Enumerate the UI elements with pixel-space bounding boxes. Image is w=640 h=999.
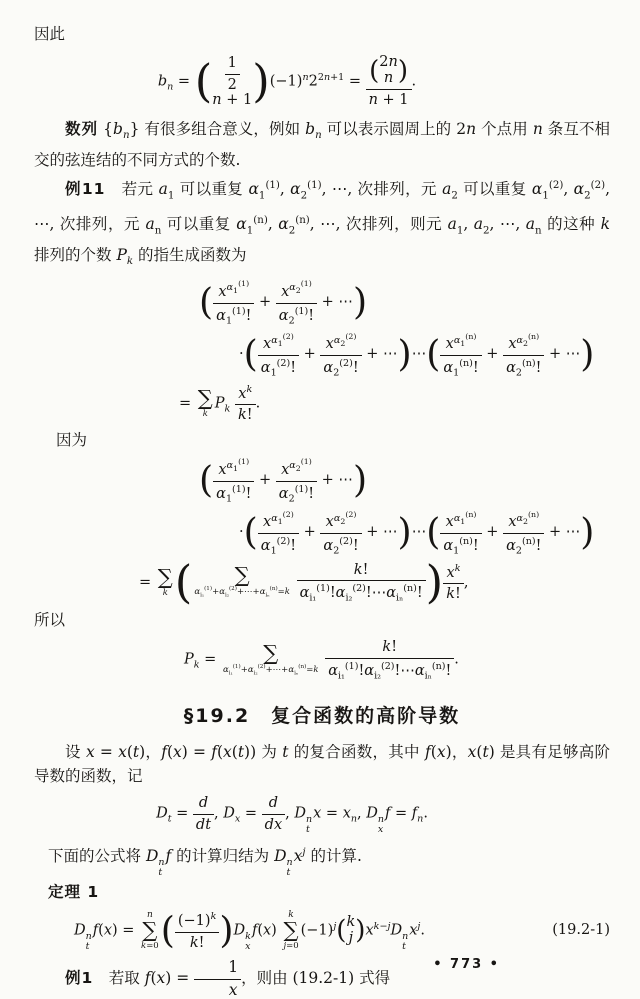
para-reduction: 下面的公式将 D n t f 的计算归结为 D n t $x^j$ 的计算. [48, 847, 362, 879]
equation-number: (19.2-1) [552, 922, 610, 939]
formula-expansion-line-3: = ∑ k ( ∑ $\alpha_{i_1}^{(1)}+\alpha_{i_2}^{(2)}+\cdots+\alpha_{i_n}^{(n)}=k$ $\frac{k!}{\alpha_{i_1}^{(1)}!\alpha_{i_2}^{(2)}!\cdots\alpha_{i_n}^{(n)}!}$ ) $\frac{x^k}{k!}$ , [139, 555, 469, 609]
para-because: 因为 [56, 430, 88, 449]
formula-expansion-line-1: ( $\frac{x^{\alpha_1^{(1)}}}{\alpha_1^{(1)}!}$ + $\frac{x^{\alpha_2^{(1)}}}{\alpha_2^{(1)}!}$ + ⋯) [199, 456, 368, 505]
para-therefore: 因此 [34, 25, 66, 43]
formula-expansion-line-2: ·( $\frac{x^{\alpha_1^{(2)}}}{\alpha_1^{(2)}!}$ + $\frac{x^{\alpha_2^{(2)}}}{\alpha_2^{(2)}!}$ + ⋯)⋯( $\frac{x^{\alpha_1^{(n)}}}{\alpha_1^{(n)}!}$ + $\frac{x^{\alpha_2^{(n)}}}{\alpha_2^{(n)}!}$ + ⋯) [239, 509, 595, 557]
formula-egf-line-1: ( $\frac{x^{\alpha_1^{(1)}}}{\alpha_1^{(1)}!}$ + $\frac{x^{\alpha_2^{(1)}}}{\alpha_2^{(1)}!}$ + ⋯) [199, 278, 368, 327]
theorem-label [48, 880, 610, 904]
formula-pk: $P_k$ = ∑ $\alpha_{i_1}^{(1)}+\alpha_{i_2}^{(2)}+\cdots+\alpha_{i_n}^{(n)}=k$ $\frac{k!}{\alpha_{i_1}^{(1)}!\alpha_{i_2}^{(2)}!\cdots\alpha_{i_n}^{(n)}!}$ . [184, 639, 459, 682]
formula-19-2-1-body: D n t f(x) = n ∑ k=0 ( $\frac{(-1)^k}{k!}$ )D k x f(x) k ∑ j=0 $(-1)^j$( k j )$x^{k-j}D$ n t $x^j$. [74, 908, 425, 952]
formula-egf-line-2: ·( $\frac{x^{\alpha_1^{(2)}}}{\alpha_1^{(2)}!}$ + $\frac{x^{\alpha_2^{(2)}}}{\alpha_2^{(2)}!}$ + ⋯)⋯( $\frac{x^{\alpha_1^{(n)}}}{\alpha_1^{(n)}!}$ + $\frac{x^{\alpha_2^{(n)}}}{\alpha_2^{(n)}!}$ + ⋯) [239, 331, 595, 379]
para-sequence-meaning: 数列 $\{b_n\}$ 有很多组合意义，例如 $b_n$ 可以表示圆周上的 2n 个点用 n 条互不相交的弦连结的不同方式的个数. [34, 120, 611, 170]
section-heading: §19.2 复合函数的高阶导数 [183, 705, 461, 728]
formula-egf-line-3: = ∑ k $P_k$ $\frac{x^k}{k!}$ . [179, 383, 261, 424]
theorem-label-text: 定理 1 [48, 883, 100, 902]
formula-bn: $b_n$ = ( $\frac{1}{2}$ n + 1 )$(-1)^n2^{2n+1}$ = ( 2n n ) n + 1 . [157, 54, 417, 109]
formula-19-2-1 [34, 910, 610, 952]
para-example-11: 例11 若元 $a_1$ 可以重复 $\alpha_1^{(1)}$, $\alpha_2^{(1)}$, ⋯, 次排列，元 $a_2$ 可以重复 $\alpha_1^{(2)}$, $\alpha_2^{(2)}$, ⋯, 次排列，元 $a_n$ 可以重复 $\alpha_1^{(n)}$, $\alpha_2^{(n)}$, ⋯, 次排列，则元 $a_1$, $a_2$, ⋯, $a_n$ 的这种 k 排列的个数 $P_k$ 的指生成函数为 [34, 180, 611, 267]
para-so: 所以 [34, 611, 66, 630]
para-setup: 设 x = x(t)，f(x) = f(x(t)) 为 t 的复合函数，其中 f(x)，x(t) 是具有足够高阶导数的函数，记 [34, 743, 610, 786]
para-example-1: 例1 若取 f(x) = $\frac{1}{x}$ ，则由 (19.2-1) 式得 [65, 957, 391, 999]
formula-operators: $D_t$ = $\frac{d}{dt}$ , $D_x$ = $\frac{d}{dx}$ , D n t $x = x_n$, D n x $f = f_n$. [156, 795, 428, 836]
page-number: • 773 • [433, 957, 500, 972]
